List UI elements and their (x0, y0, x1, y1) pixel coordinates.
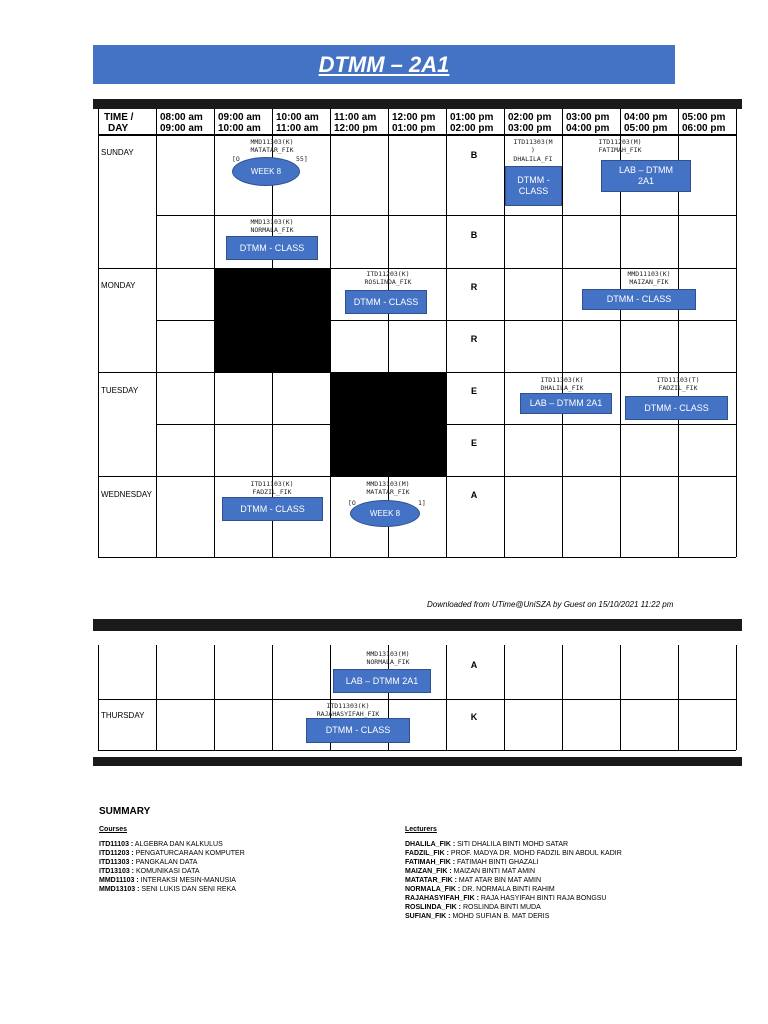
course-code: MMD13103(K) (250, 218, 294, 226)
lecturer-item-name: MAT ATAR BIN MAT AMIN (456, 877, 541, 884)
grid-vline (678, 645, 679, 750)
lecturer-item-code: RAJAHASYIFAH_FIK : (405, 895, 479, 902)
lecturers-label: Lecturers (405, 826, 437, 833)
grid-vline (98, 645, 99, 750)
grid-hline (156, 215, 736, 216)
time-start: 09:00 am (218, 112, 261, 123)
day-label: WEDNESDAY (101, 490, 152, 499)
time-start: 08:00 am (160, 112, 203, 123)
lecturer-item-code: DHALILA_FIK : (405, 841, 456, 848)
download-note: Downloaded from UTime@UniSZA by Guest on 15/10/2021 11:22 pm (427, 600, 674, 609)
grid-vline (562, 645, 563, 750)
lecturer-item (405, 894, 622, 903)
course-code: MMD11103(K) (627, 270, 671, 278)
lecturer-item-code: FADZIL_FIK : (405, 850, 449, 857)
time-end: 10:00 am (218, 123, 261, 134)
class-tag: DTMM - CLASS (505, 166, 562, 206)
time-start: 11:00 am (334, 112, 377, 123)
room-code: 55] (296, 155, 308, 163)
time-end: 04:00 pm (566, 123, 610, 134)
grid-vline (736, 109, 737, 557)
lecturer-item-name: SITI DHALILA BINTI MOHD SATAR (455, 841, 569, 848)
time-slot-header (160, 112, 203, 134)
time-end: 05:00 pm (624, 123, 668, 134)
lecturer-item (405, 867, 622, 876)
lecturer-item-name: FATIMAH BINTI GHAZALI (455, 859, 539, 866)
lecturer-code: RAJAHASYIFAH_FIK (316, 710, 380, 718)
room-code: 1] (418, 499, 426, 507)
lecturer-item-code: MAIZAN_FIK : (405, 868, 452, 875)
course-code: ITD11103(T) (656, 376, 700, 384)
blocked-slot (214, 268, 330, 372)
class-tag: DTMM - CLASS (306, 718, 410, 743)
grid-vline (272, 645, 273, 750)
time-start: 04:00 pm (624, 112, 668, 123)
time-slot-header (624, 112, 667, 134)
course-item (99, 840, 245, 849)
lecturer-code: DHALILA_FI (513, 155, 553, 163)
course-item (99, 876, 245, 885)
blocked-slot (330, 372, 446, 476)
title-banner (93, 45, 675, 84)
course-item-name: PANGKALAN DATA (133, 859, 198, 866)
class-tag: DTMM - CLASS (222, 497, 323, 521)
time-slot-header (508, 112, 551, 134)
lecturers-list (405, 840, 622, 921)
courses-label: Courses (99, 826, 128, 833)
course-code: ITD11303(M (513, 138, 553, 146)
lecturer-item-name: RAJA HASYIFAH BINTI RAJA BONGSU (478, 895, 607, 902)
lecturer-item-code: NORMALA_FIK : (405, 886, 461, 893)
time-start: 02:00 pm (508, 112, 552, 123)
time-start: 01:00 pm (450, 112, 494, 123)
grid-vline (98, 109, 99, 557)
grid-vline (620, 645, 621, 750)
course-item (99, 849, 245, 858)
course-item-name: INTERAKSI MESIN-MANUSIA (138, 877, 236, 884)
grid-hline (98, 268, 736, 269)
class-tag: DTMM - CLASS (582, 289, 696, 310)
time-start: 10:00 am (276, 112, 319, 123)
day-label: TUESDAY (101, 386, 139, 395)
course-code: ITD11303(K) (540, 376, 584, 384)
course-item-code: MMD11103 : (99, 877, 139, 884)
course-item-code: MMD13103 : (99, 886, 140, 893)
grid-hline (98, 557, 736, 558)
time-slot-header (334, 112, 377, 134)
lecturer-item-code: ROSLINDA_FIK : (405, 904, 461, 911)
lecturer-item-name: MOHD SUFIAN B. MAT DERIS (450, 913, 550, 920)
grid-vline (562, 109, 563, 557)
lecturer-item (405, 885, 622, 894)
class-tag: DTMM - CLASS (345, 290, 427, 314)
grid-vline (156, 645, 157, 750)
time-end: 11:00 am (276, 123, 319, 134)
lecturer-code: FATIMAH_FIK (598, 146, 642, 154)
time-start: 05:00 pm (682, 112, 726, 123)
corner-time-label: TIME / (104, 112, 134, 123)
time-end: 01:00 pm (392, 123, 436, 134)
time-end: 06:00 pm (682, 123, 726, 134)
lecturer-code: DHALILA_FIK (540, 384, 584, 392)
course-item (99, 858, 245, 867)
course-item (99, 867, 245, 876)
class-tag: DTMM - CLASS (625, 396, 728, 420)
break-letter: K (470, 712, 478, 722)
time-end: 09:00 am (160, 123, 203, 134)
grid-hline (156, 424, 736, 425)
day-label: MONDAY (101, 281, 136, 290)
bottom-bar (93, 757, 742, 766)
lecturer-item-name: DR. NORMALA BINTI RAHIM (460, 886, 555, 893)
lecturer-item-name: PROF. MADYA DR. MOHD FADZIL BIN ABDUL KADIR (448, 850, 622, 857)
break-letter: R (470, 282, 478, 292)
lecturer-item (405, 840, 622, 849)
break-letter: A (470, 660, 478, 670)
break-letter: E (470, 438, 477, 448)
course-code: ITD11103(K) (250, 480, 294, 488)
course-code: MMD13103(M) (366, 650, 410, 658)
grid-hline (98, 750, 736, 751)
course-item (99, 885, 245, 894)
top-bar (93, 99, 742, 109)
time-start: 03:00 pm (566, 112, 610, 123)
grid-hline (98, 699, 736, 700)
lecturer-code: ROSLINDA_FIK (364, 278, 412, 286)
room-code: [O (348, 499, 356, 507)
corner-day-label: DAY (108, 123, 129, 134)
page-title: DTMM – 2A1 (318, 51, 450, 77)
lecturer-code: MATATAR_FIK (366, 488, 410, 496)
day-label: SUNDAY (101, 148, 134, 157)
time-end: 12:00 pm (334, 123, 378, 134)
room-code: [O (232, 155, 240, 163)
courses-list (99, 840, 245, 894)
header-corner (104, 112, 133, 134)
course-item-code: ITD11303 : (99, 859, 134, 866)
lab-tag: LAB – DTMM 2A1 (333, 669, 431, 693)
time-end: 02:00 pm (450, 123, 494, 134)
lecturer-code: FADZIL_FIK (658, 384, 698, 392)
lecturer-code: MATATAR_FIK (250, 146, 294, 154)
time-start: 12:00 pm (392, 112, 436, 123)
lecturer-code: FADZIL_FIK (252, 488, 292, 496)
time-slot-header (450, 112, 493, 134)
course-item-code: ITD13103 : (99, 868, 135, 875)
break-letter: E (470, 386, 477, 396)
course-item-name: ALGEBRA DAN KALKULUS (133, 841, 223, 848)
break-letter: R (470, 334, 478, 344)
grid-vline (214, 645, 215, 750)
time-slot-header (218, 112, 261, 134)
lab-tag: LAB – DTMM 2A1 (520, 393, 612, 414)
course-code: ITD11203(M) (598, 138, 642, 146)
course-item-code: ITD11203 : (99, 850, 134, 857)
lecturer-item-code: FATIMAH_FIK : (405, 859, 456, 866)
week-8-oval: WEEK 8 (350, 500, 420, 527)
lecturer-item-code: MATATAR_FIK : (405, 877, 457, 884)
lab-tag: LAB – DTMM 2A1 (601, 160, 691, 192)
class-tag: DTMM - CLASS (226, 236, 318, 260)
lecturer-item (405, 876, 622, 885)
course-code: ITD11303(K) (326, 702, 370, 710)
lecturer-item (405, 858, 622, 867)
summary-title: SUMMARY (99, 806, 151, 817)
course-code: MMD13103(M) (366, 480, 410, 488)
break-letter: B (470, 230, 478, 240)
grid-hline (98, 134, 736, 136)
course-item-name: KOMUNIKASI DATA (134, 868, 200, 875)
lecturer-item (405, 849, 622, 858)
grid-vline (156, 109, 157, 557)
grid-hline (98, 476, 736, 477)
lecturer-item-name: MAIZAN BINTI MAT AMIN (451, 868, 536, 875)
time-end: 03:00 pm (508, 123, 552, 134)
lecturer-code: MAIZAN_FIK (629, 278, 669, 286)
time-slot-header (682, 112, 725, 134)
lecturer-item (405, 903, 622, 912)
course-item-name: PENGATURCARAAN KOMPUTER (133, 850, 245, 857)
grid-vline (736, 645, 737, 750)
grid-vline (504, 645, 505, 750)
break-letter: A (470, 490, 478, 500)
lecturer-item-name: ROSLINDA BINTI MUDA (461, 904, 541, 911)
page-break-bar (93, 619, 742, 631)
course-item-code: ITD11103 : (99, 841, 134, 848)
lecturer-item-code: SUFIAN_FIK : (405, 913, 451, 920)
week-8-oval: WEEK 8 (232, 157, 300, 186)
lecturer-code: NORMALA_FIK (366, 658, 410, 666)
course-code: MMD11303(K) (250, 138, 294, 146)
day-label: THURSDAY (101, 711, 145, 720)
lecturer-code: NORMALA_FIK (250, 226, 294, 234)
time-slot-header (566, 112, 609, 134)
lecturer-item (405, 912, 622, 921)
time-slot-header (276, 112, 319, 134)
course-item-name: SENI LUKIS DAN SENI REKA (139, 886, 236, 893)
time-slot-header (392, 112, 435, 134)
course-code: ITD11203(K) (366, 270, 410, 278)
course-code-suffix: ) (531, 146, 535, 154)
break-letter: B (470, 150, 478, 160)
